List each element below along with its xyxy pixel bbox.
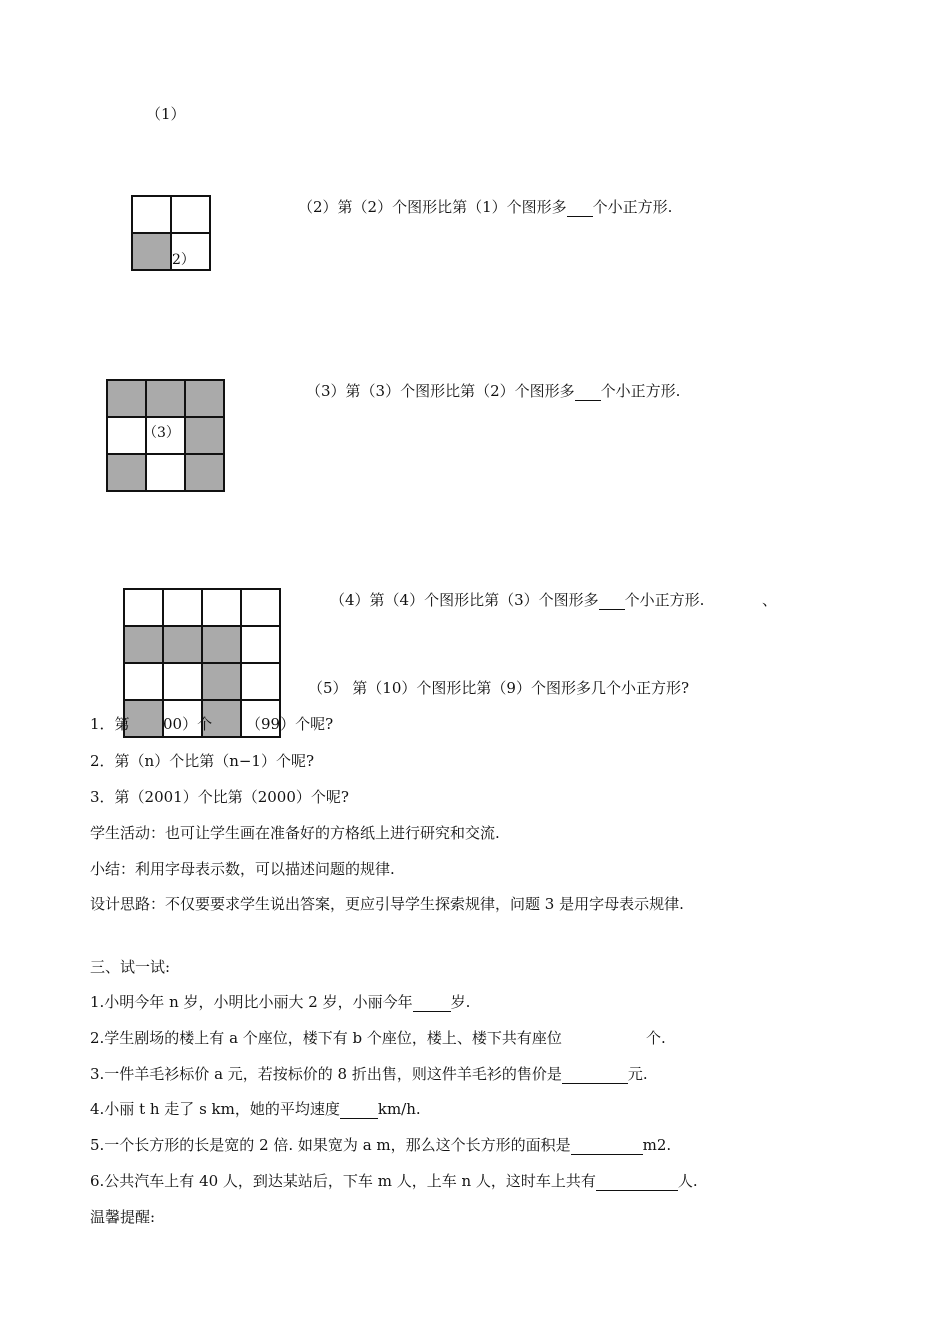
exercise-4-text: 4.小丽 t h 走了 s km，她的平均速度 [90, 1100, 340, 1118]
figure-2-grid [131, 195, 211, 271]
exercise-5 [90, 1134, 671, 1155]
grid-cell [163, 663, 202, 700]
question-5: （5） 第（10）个图形比第（9）个图形多几个小正方形? [308, 679, 689, 697]
exercise-2-tail: 个. [645, 1029, 666, 1047]
summary: 小结：利用字母表示数，可以描述问题的规律. [90, 860, 395, 878]
exercise-1-tail: 岁. [450, 993, 471, 1011]
grid-cell-shaded [124, 700, 163, 737]
exercise-5-tail: m2. [642, 1136, 672, 1154]
grid-cell-shaded [132, 233, 171, 270]
exercise-2-text: 2.学生剧场的楼上有 a 个座位，楼下有 b 个座位，楼上、楼下共有座位 [90, 1029, 562, 1047]
question-3 [306, 380, 680, 401]
exercise-6-tail: 人. [677, 1172, 698, 1190]
answer-blank [340, 1100, 378, 1119]
sub-question-1-part-c: （99）个呢? [246, 715, 334, 733]
exercise-4 [90, 1098, 421, 1119]
grid-cell-shaded [107, 454, 146, 491]
figure-1-label: （1） [146, 105, 186, 123]
grid-cell [163, 589, 202, 626]
section-3-heading: 三、试一试: [90, 958, 171, 976]
exercise-3-text: 3.一件羊毛衫标价 a 元，若按标价的 8 折出售，则这件羊毛衫的售价是 [90, 1065, 562, 1083]
figure-3-label: （3） [143, 425, 180, 441]
student-activity: 学生活动：也可让学生画在准备好的方格纸上进行研究和交流. [90, 824, 500, 842]
figure-2-label: 2） [172, 252, 195, 268]
grid-cell [241, 589, 280, 626]
answer-blank [413, 993, 451, 1012]
grid-cell [202, 589, 241, 626]
reminder-heading: 温馨提醒: [90, 1208, 156, 1226]
answer-blank [575, 382, 601, 401]
grid-cell [241, 626, 280, 663]
grid-cell-shaded [185, 380, 224, 417]
grid-cell-shaded [185, 417, 224, 454]
question-2-tail: 个小正方形. [592, 198, 673, 216]
grid-cell-shaded [185, 454, 224, 491]
grid-cell [132, 196, 171, 233]
exercise-1-text: 1.小明今年 n 岁，小明比小丽大 2 岁，小丽今年 [90, 993, 413, 1011]
exercise-1 [90, 991, 470, 1012]
grid-cell-shaded [146, 380, 185, 417]
question-3-text: （3）第（3）个图形比第（2）个图形多 [306, 382, 575, 400]
question-2-text: （2）第（2）个图形比第（1）个图形多 [298, 198, 567, 216]
grid-cell [124, 589, 163, 626]
answer-blank [571, 1136, 643, 1155]
grid-cell [241, 663, 280, 700]
question-4-text: （4）第（4）个图形比第（3）个图形多 [330, 591, 599, 609]
sub-question-1-part-b: 00）个 [163, 715, 213, 733]
answer-space [562, 1029, 646, 1047]
grid-cell-shaded [124, 626, 163, 663]
design-idea: 设计思路：不仅要要求学生说出答案，更应引导学生探索规律，问题 3 是用字母表示规律. [90, 895, 684, 913]
question-2 [298, 196, 672, 217]
answer-blank [599, 591, 625, 610]
question-4-tail: 个小正方形. [624, 591, 705, 609]
exercise-3-tail: 元. [627, 1065, 648, 1083]
exercise-2 [90, 1027, 666, 1048]
grid-cell-shaded [107, 380, 146, 417]
grid-cell-shaded [202, 626, 241, 663]
sub-question-3: 3．第（2001）个比第（2000）个呢? [90, 788, 349, 806]
exercise-3 [90, 1063, 648, 1084]
grid-cell-shaded [163, 626, 202, 663]
sub-question-2: 2．第（n）个比第（n−1）个呢? [90, 752, 315, 770]
grid-cell [124, 663, 163, 700]
exercise-4-tail: km/h. [377, 1100, 421, 1118]
answer-blank [562, 1065, 628, 1084]
grid-cell [146, 454, 185, 491]
grid-cell-shaded [202, 663, 241, 700]
exercise-6 [90, 1170, 698, 1191]
exercise-6-text: 6.公共汽车上有 40 人，到达某站后，下车 m 人，上车 n 人，这时车上共有 [90, 1172, 596, 1190]
grid-cell [171, 196, 210, 233]
answer-blank [567, 198, 593, 217]
question-3-tail: 个小正方形. [600, 382, 681, 400]
exercise-5-text: 5.一个长方形的长是宽的 2 倍. 如果宽为 a m，那么这个长方形的面积是 [90, 1136, 571, 1154]
grid-cell [107, 417, 146, 454]
stray-mark: 、 [762, 591, 778, 609]
sub-question-1-part-a: 1．第 [90, 715, 130, 733]
question-4 [330, 589, 704, 610]
answer-blank [596, 1172, 678, 1191]
